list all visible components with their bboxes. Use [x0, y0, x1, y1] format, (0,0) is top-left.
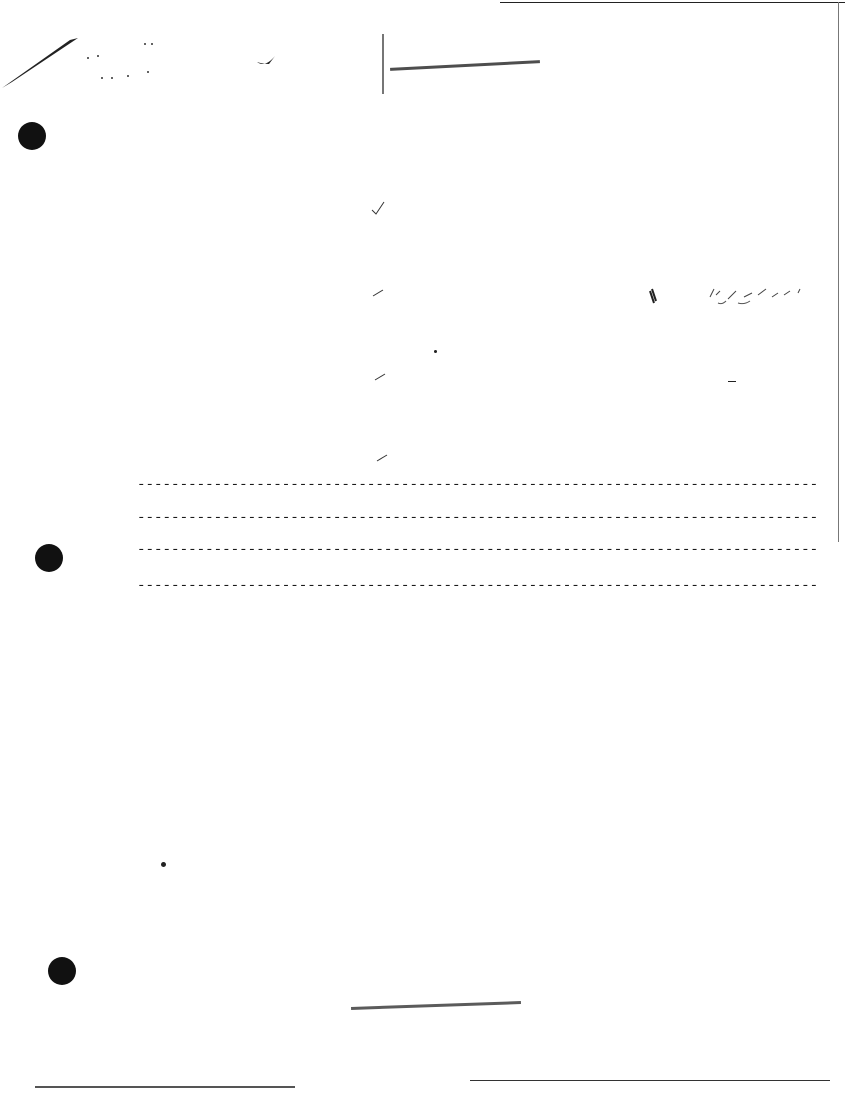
check-mark [376, 453, 388, 463]
table-separator: -------------------------------------------------------------------------------- [137, 477, 819, 493]
scan-right-edge [838, 2, 839, 542]
punch-hole-top [18, 122, 46, 150]
ink-dot [434, 350, 437, 353]
footer-stamp [345, 962, 530, 1034]
scan-bottom-rule [470, 1080, 830, 1081]
table-separator: -------------------------------------------------------------------------------- [137, 510, 819, 526]
check-mark [374, 372, 386, 382]
check-mark [370, 200, 386, 216]
scan-bottom-artifact [35, 1086, 295, 1088]
handwritten-dash [728, 381, 736, 382]
table-separator: -------------------------------------------------------------------------------- [137, 542, 819, 558]
declassified-stamp [380, 30, 560, 104]
handwritten-scribble [648, 285, 808, 309]
punch-hole-bottom [48, 957, 76, 985]
table-separator: -------------------------------------------------------------------------------- [137, 578, 819, 594]
check-mark [372, 288, 384, 298]
scan-top-rule [500, 2, 845, 3]
ink-mark [255, 52, 279, 68]
scan-artifact-corner [0, 20, 160, 90]
punch-hole-middle [35, 544, 63, 572]
ink-dot [161, 862, 166, 867]
